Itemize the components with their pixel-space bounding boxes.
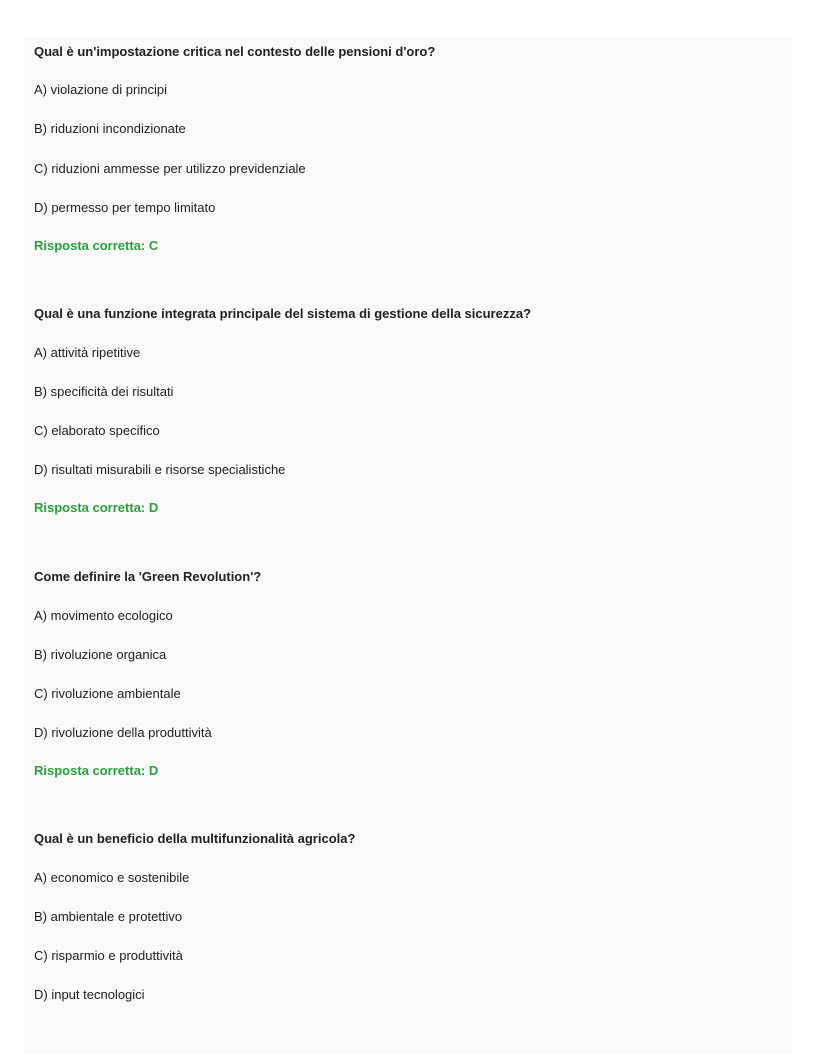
answer-option-c: C) risparmio e produttività (34, 948, 183, 963)
answer-option-b: B) specificità dei risultati (34, 384, 174, 399)
answer-option-c: C) rivoluzione ambientale (34, 686, 181, 701)
answer-option-a: A) movimento ecologico (34, 608, 173, 623)
answer-option-b: B) riduzioni incondizionate (34, 121, 186, 136)
answer-option-c: C) elaborato specifico (34, 423, 160, 438)
answer-option-a: A) violazione di principi (34, 82, 167, 97)
quiz-sheet (24, 38, 792, 1054)
answer-option-b: B) ambientale e protettivo (34, 909, 183, 924)
answer-option-b: B) rivoluzione organica (34, 647, 167, 662)
answer-option-d: D) risultati misurabili e risorse specialistiche (34, 462, 286, 477)
answer-option-d: D) permesso per tempo limitato (34, 200, 216, 215)
answer-option-a: A) attività ripetitive (34, 345, 141, 360)
answer-option-c: C) riduzioni ammesse per utilizzo previdenziale (34, 161, 306, 176)
question-text: Qual è un'impostazione critica nel contesto delle pensioni d'oro? (34, 44, 436, 59)
correct-answer: Risposta corretta: D (34, 500, 159, 515)
correct-answer: Risposta corretta: C (34, 238, 159, 253)
answer-option-d: D) input tecnologici (34, 987, 145, 1002)
correct-answer: Risposta corretta: D (34, 763, 159, 778)
question-text: Qual è un beneficio della multifunzionalità agricola? (34, 831, 356, 846)
answer-option-d: D) rivoluzione della produttività (34, 725, 212, 740)
question-text: Qual è una funzione integrata principale del sistema di gestione della sicurezza? (34, 306, 532, 321)
answer-option-a: A) economico e sostenibile (34, 870, 190, 885)
question-text: Come definire la 'Green Revolution'? (34, 569, 262, 584)
